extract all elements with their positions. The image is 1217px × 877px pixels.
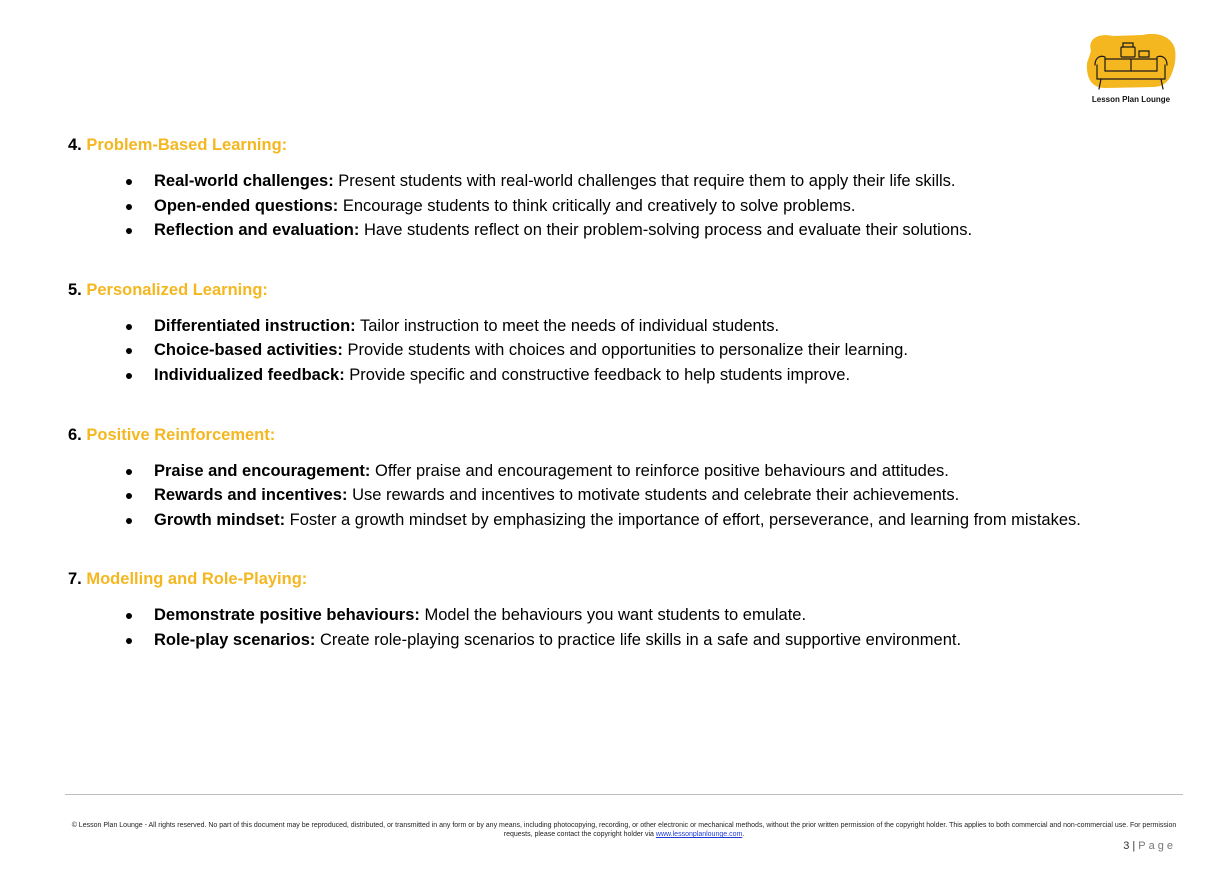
- section-modelling-role-playing: [68, 569, 1178, 652]
- section-number: 5.: [68, 280, 82, 299]
- item-text: Model the behaviours you want students to emulate.: [419, 606, 807, 625]
- item-text: Offer praise and encouragement to reinforce positive behaviours and attitudes.: [370, 461, 949, 480]
- bullet-icon: [126, 324, 132, 330]
- item-term: Growth mindset:: [154, 510, 286, 529]
- section-positive-reinforcement: [68, 425, 1178, 533]
- list-item: [68, 508, 1178, 533]
- bullet-icon: [126, 493, 132, 499]
- section-problem-based-learning: [68, 135, 1178, 243]
- bullet-icon: [126, 373, 132, 379]
- brand-logo: [1083, 33, 1179, 108]
- list-item: [68, 218, 1178, 243]
- page-word: Page: [1138, 840, 1176, 852]
- item-text: Tailor instruction to meet the needs of individual students.: [355, 316, 780, 335]
- item-term: Open-ended questions:: [154, 196, 339, 215]
- section-number: 7.: [68, 570, 82, 589]
- section-title: Positive Reinforcement:: [86, 425, 276, 444]
- item-text: Create role-playing scenarios to practice life skills in a safe and supportive environment.: [315, 630, 962, 649]
- section-number: 4.: [68, 136, 82, 154]
- list-item: [68, 338, 1178, 363]
- item-text: Encourage students to think critically and creatively to solve problems.: [338, 196, 856, 215]
- item-term: Reflection and evaluation:: [154, 221, 360, 240]
- copyright-end: .: [742, 831, 745, 838]
- bullet-icon: [126, 518, 132, 524]
- bullet-icon: [126, 228, 132, 234]
- item-text: Have students reflect on their problem-solving process and evaluate their solutions.: [359, 221, 973, 240]
- page-number: [1123, 840, 1176, 852]
- section-title: Problem-Based Learning:: [86, 136, 288, 154]
- logo-text: Lesson Plan Lounge: [1091, 95, 1171, 104]
- bullet-icon: [126, 204, 132, 210]
- section-title: Personalized Learning:: [86, 280, 268, 299]
- page-separator: |: [1132, 840, 1136, 852]
- list-item: [68, 169, 1178, 194]
- item-text: Provide students with choices and opportunities to personalize their learning.: [342, 341, 908, 360]
- bullet-icon: [126, 469, 132, 475]
- footer-copyright: [62, 821, 1186, 839]
- item-text: Provide specific and constructive feedback to help students improve.: [344, 365, 851, 384]
- list-item: [68, 314, 1178, 339]
- item-term: Praise and encouragement:: [154, 461, 371, 480]
- section-heading: [68, 569, 1178, 589]
- list-item: [68, 194, 1178, 219]
- item-term: Individualized feedback:: [154, 365, 345, 384]
- bullet-icon: [126, 638, 132, 644]
- item-term: Role-play scenarios:: [154, 630, 316, 649]
- bullet-list: [68, 459, 1178, 533]
- copyright-text: © Lesson Plan Lounge - All rights reserved. No part of this document may be reproduced, distributed, or transmitted in any form or by any means, including photocopying, recording, or other electronic or mechanical methods, without the prior written permission of the copyright holder. This applies to both commercial and non-commercial use. For permission requests, please contact the copyright holder via: [71, 822, 1177, 838]
- bullet-list: [68, 603, 1178, 652]
- bullet-icon: [126, 613, 132, 619]
- list-item: [68, 628, 1178, 653]
- item-text: Present students with real-world challenges that require them to apply their life skills.: [333, 172, 956, 190]
- section-heading: [68, 135, 1178, 155]
- page-number-value: 3: [1123, 840, 1130, 852]
- document-body: [68, 135, 1178, 653]
- bullet-icon: [126, 179, 132, 185]
- item-term: Choice-based activities:: [154, 341, 343, 360]
- item-text: Foster a growth mindset by emphasizing the importance of effort, perseverance, and learning from mistakes.: [285, 510, 1081, 529]
- list-item: [68, 603, 1178, 628]
- item-term: Demonstrate positive behaviours:: [154, 606, 420, 625]
- sofa-icon: [1083, 33, 1179, 95]
- item-text: Use rewards and incentives to motivate students and celebrate their achievements.: [347, 486, 960, 505]
- item-term: Differentiated instruction:: [154, 316, 356, 335]
- section-personalized-learning: [68, 280, 1178, 388]
- section-title: Modelling and Role-Playing:: [86, 570, 308, 589]
- list-item: [68, 363, 1178, 388]
- list-item: [68, 459, 1178, 484]
- list-item: [68, 483, 1178, 508]
- website-link[interactable]: www.lessonplanlounge.com: [655, 831, 743, 838]
- item-term: Real-world challenges:: [154, 172, 334, 190]
- bullet-icon: [126, 348, 132, 354]
- footer-divider: [65, 794, 1183, 795]
- item-term: Rewards and incentives:: [154, 486, 348, 505]
- bullet-list: [68, 169, 1178, 243]
- section-heading: [68, 425, 1178, 445]
- bullet-list: [68, 314, 1178, 388]
- section-number: 6.: [68, 425, 82, 444]
- section-heading: [68, 280, 1178, 300]
